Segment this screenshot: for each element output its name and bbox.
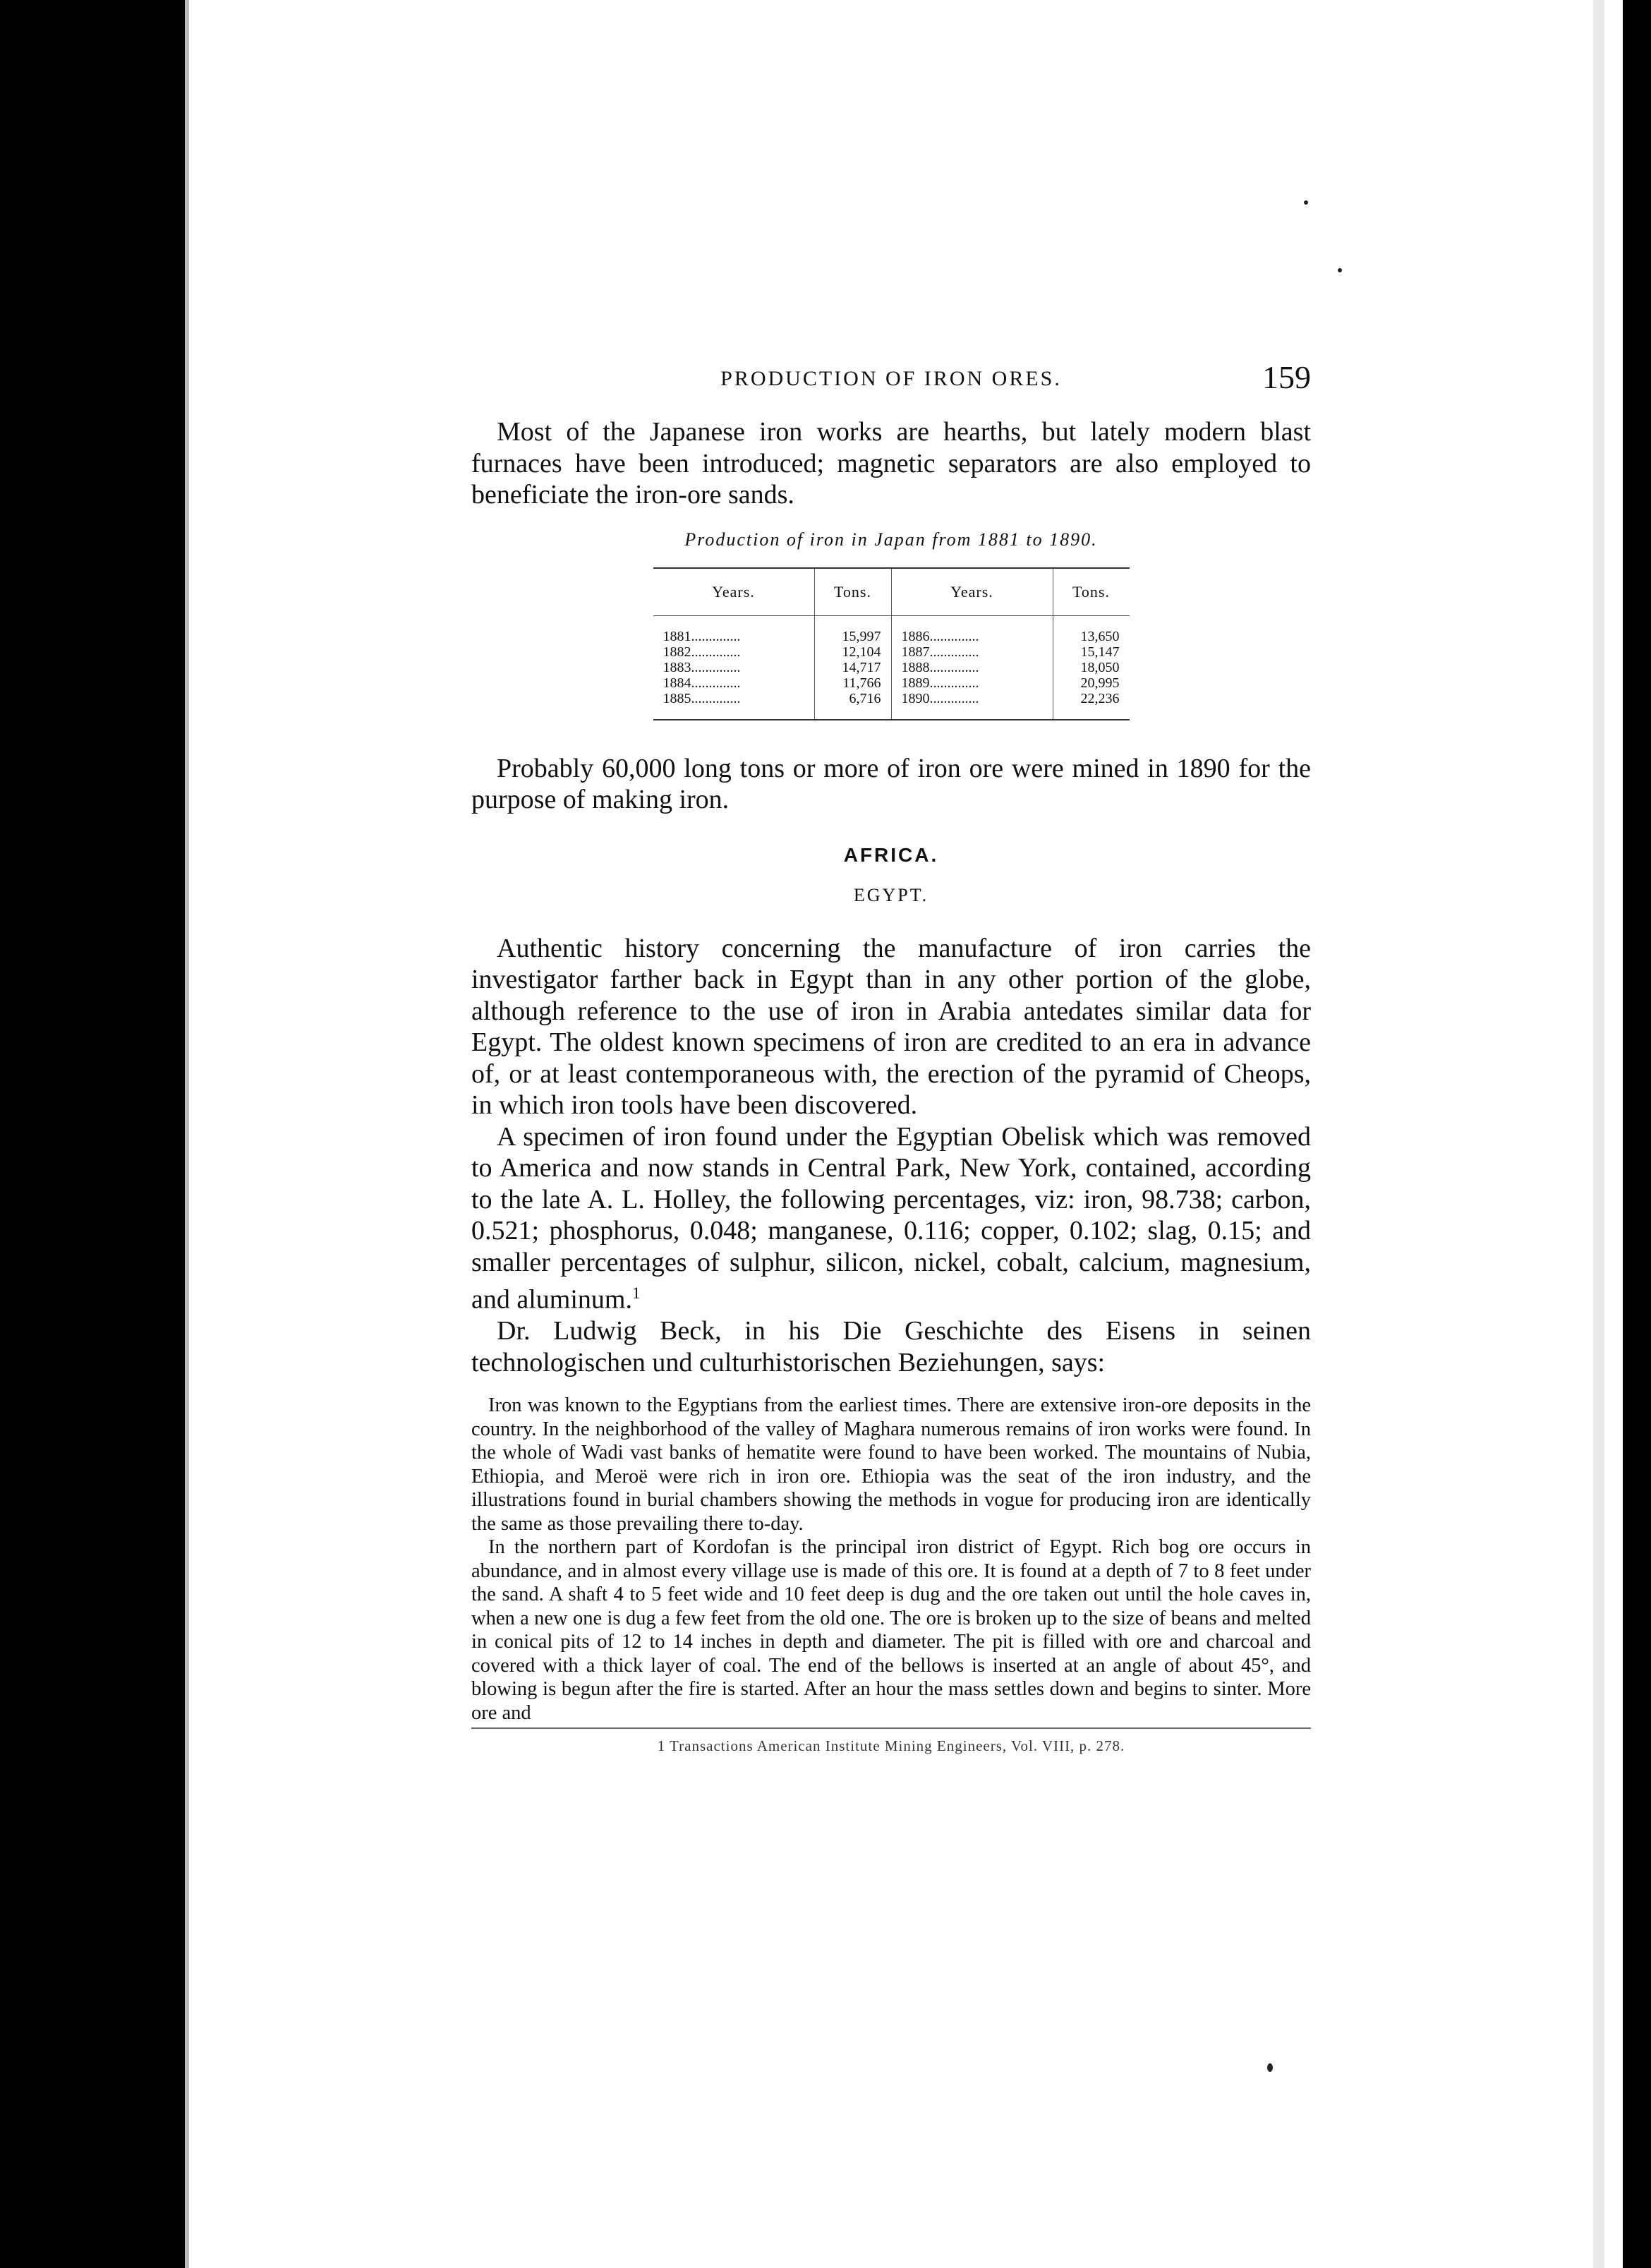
- tons-cell: 11,766: [814, 675, 891, 691]
- col-header-tons: Tons.: [814, 568, 891, 616]
- col-header-tons-2: Tons.: [1053, 568, 1130, 616]
- col-header-years: Years.: [653, 568, 815, 616]
- year-cell: 1890..............: [891, 691, 1053, 720]
- tons-cell: 12,104: [814, 644, 891, 660]
- table-header-row: [653, 568, 1130, 616]
- table-row: [653, 691, 1130, 720]
- tons-cell: 18,050: [1053, 660, 1130, 675]
- year-cell: 1886..............: [891, 615, 1053, 644]
- paragraph-authentic-history: Authentic history concerning the manufacture of iron carries the investigator farther back in Egypt than in any other portion of the globe, although reference to the use of iron in Arabia antedates similar data for Egypt. The oldest known specimens of iron are credited to an era in advance of, or at least contemporaneous with, the erection of the pyramid of Cheops, in which iron tools have been discovered.: [471, 933, 1311, 1120]
- footnote-marker[interactable]: 1: [631, 1284, 641, 1302]
- tons-cell: 20,995: [1053, 675, 1130, 691]
- year-cell: 1887..............: [891, 644, 1053, 660]
- paragraph-probably: Probably 60,000 long tons or more of iron ore were mined in 1890 for the purpose of making iron.: [471, 753, 1311, 814]
- subsection-heading-egypt: EGYPT.: [853, 884, 929, 905]
- running-head: PRODUCTION OF IRON ORES.: [720, 367, 1062, 390]
- scan-border-left: [0, 0, 185, 2268]
- year-cell: 1885..............: [663, 690, 741, 706]
- tons-cell: 22,236: [1053, 691, 1130, 720]
- tons-cell: 15,147: [1053, 644, 1130, 660]
- year-cell: 1881..............: [663, 628, 741, 644]
- table-row: [653, 644, 1130, 660]
- page-edge-right-outer: [1604, 0, 1623, 2268]
- footnote: 1 Transactions American Institute Mining Engineers, Vol. VIII, p. 278.: [657, 1737, 1125, 1755]
- scan-speck: [1338, 268, 1342, 272]
- paragraph-beck: Dr. Ludwig Beck, in his Die Geschichte des Eisens in seinen technologischen und culturhistorischen Beziehungen, says:: [471, 1316, 1311, 1377]
- tons-cell: 14,717: [814, 660, 891, 675]
- table-row: [653, 615, 1130, 644]
- page-header: [471, 353, 1311, 402]
- tons-cell: 13,650: [1053, 615, 1130, 644]
- quote-paragraph-2: In the northern part of Kordofan is the principal iron district of Egypt. Rich bog ore occurs in abundance, and in almost every village use is made of this ore. It is found at a depth of 7 to 8 feet under the sand. A shaft 4 to 5 feet wide and 10 feet deep is dug and the ore taken out until the hole caves in, when a new one is dug a few feet from the old one. The ore is broken up to the size of beans and melted in conical pits of 12 to 14 inches in depth and diameter. The pit is filled with ore and charcoal and covered with a thick layer of coal. The end of the bellows is inserted at an angle of about 45°, and blowing is begun after the fire is started. After an hour the mass settles down and begins to sinter. More ore and: [471, 1536, 1311, 1724]
- paragraph-specimen-text: A specimen of iron found under the Egyptian Obelisk which was removed to America and now stands in Central Park, New York, contained, according to the late A. L. Holley, the following percentages, viz: iron, 98.738; carbon, 0.521; phosphorus, 0.048; manganese, 0.116; copper, 0.102; slag, 0.15; and smaller percentages of sulphur, silicon, nickel, cobalt, calcium, magnesium, and aluminum.: [471, 1121, 1311, 1315]
- production-table: [653, 567, 1130, 720]
- year-cell: 1883..............: [663, 659, 741, 675]
- tons-cell: 15,997: [814, 615, 891, 644]
- page-number: 159: [1262, 359, 1311, 395]
- scan-border-right: [1623, 0, 1651, 2268]
- table-caption: Production of iron in Japan from 1881 to 1890.: [684, 529, 1098, 550]
- block-quote: [471, 1394, 1311, 1725]
- quote-paragraph-1: Iron was known to the Egyptians from the earliest times. There are extensive iron-ore deposits in the country. In the neighborhood of the valley of Maghara numerous remains of iron works were found. In the whole of Wadi vast banks of hematite were found to have been worked. The mountains of Nubia, Ethiopia, and Meroë were rich in iron ore. Ethiopia was the seat of the iron industry, and the illustrations found in burial chambers showing the methods in vogue for producing iron are identically the same as those prevailing there to-day.: [471, 1394, 1311, 1535]
- table-row: [653, 675, 1130, 691]
- page-edge-right: [1593, 0, 1604, 2268]
- footnote-rule: [471, 1727, 1311, 1729]
- tons-cell: 6,716: [814, 691, 891, 720]
- year-cell: 1888..............: [891, 660, 1053, 675]
- paragraph-specimen: [471, 1121, 1311, 1316]
- col-header-years-2: Years.: [891, 568, 1053, 616]
- scan-speck: [1304, 200, 1308, 205]
- year-cell: 1882..............: [663, 644, 741, 660]
- page-content: [471, 353, 1311, 1755]
- year-cell: 1884..............: [663, 675, 741, 691]
- section-heading-africa: AFRICA.: [843, 843, 939, 866]
- year-cell: 1889..............: [891, 675, 1053, 691]
- table-row: [653, 660, 1130, 675]
- paragraph-japan: Most of the Japanese iron works are hearths, but lately modern blast furnaces have been introduced; magnetic separators are also employed to beneficiate the iron-ore sands.: [471, 417, 1311, 509]
- scan-speck: [1267, 2063, 1273, 2072]
